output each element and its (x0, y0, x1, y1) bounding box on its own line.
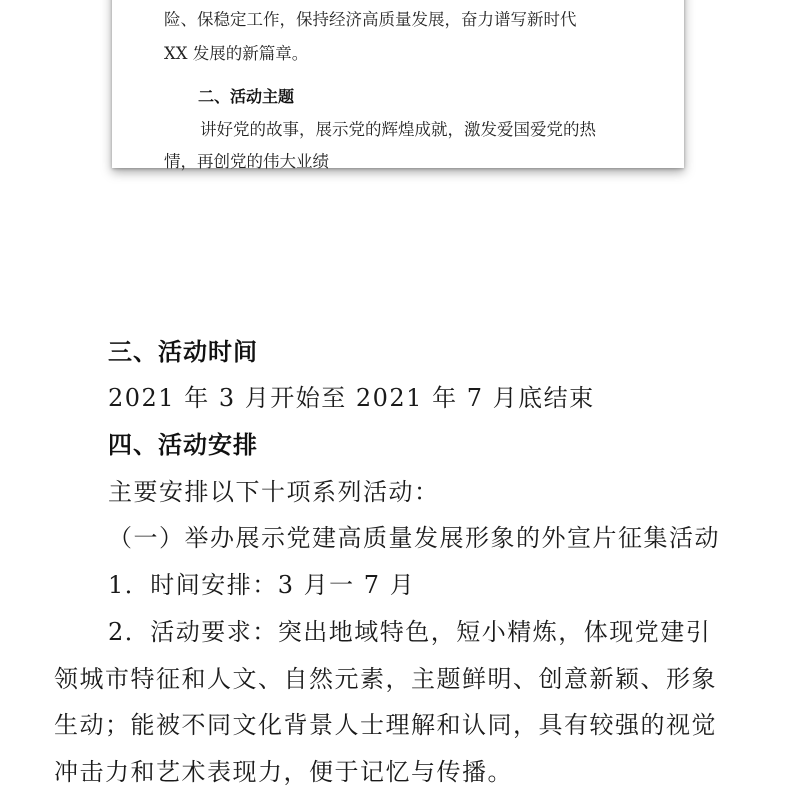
activity-1-requirements-line-3: 生动；能被不同文化背景人士理解和认同，具有较强的视觉 (54, 711, 717, 739)
section-3-heading: 三、活动时间 (108, 338, 258, 366)
preview-line-3: 讲好党的故事，展示党的辉煌成就，激发爱国爱党的热 (200, 120, 596, 139)
page-preview-card (112, 0, 684, 171)
activity-1-requirements-line-1: 2．活动要求：突出地域特色，短小精炼，体现党建引 (108, 618, 712, 646)
activity-1-requirements-line-2: 领城市特征和人文、自然元素，主题鲜明、创意新颖、形象 (54, 665, 717, 693)
section-3-text: 2021 年 3 月开始至 2021 年 7 月底结束 (108, 384, 595, 412)
activity-1-requirements-line-4: 冲击力和艺术表现力，便于记忆与传播。 (54, 758, 513, 786)
activities-intro: 主要安排以下十项系列活动： (108, 478, 440, 506)
preview-line-1: 险、保稳定工作，保持经济高质量发展，奋力谱写新时代 (164, 10, 577, 29)
preview-section-heading: 二、活动主题 (198, 87, 295, 106)
preview-line-4: 情，再创党的伟大业绩 (164, 152, 329, 171)
section-4-heading: 四、活动安排 (108, 431, 258, 459)
activity-1-title: （一）举办展示党建高质量发展形象的外宣片征集活动 (108, 524, 720, 552)
activity-1-time: 1．时间安排：3 月一 7 月 (108, 571, 416, 599)
preview-line-2: XX 发展的新篇章。 (164, 44, 309, 63)
